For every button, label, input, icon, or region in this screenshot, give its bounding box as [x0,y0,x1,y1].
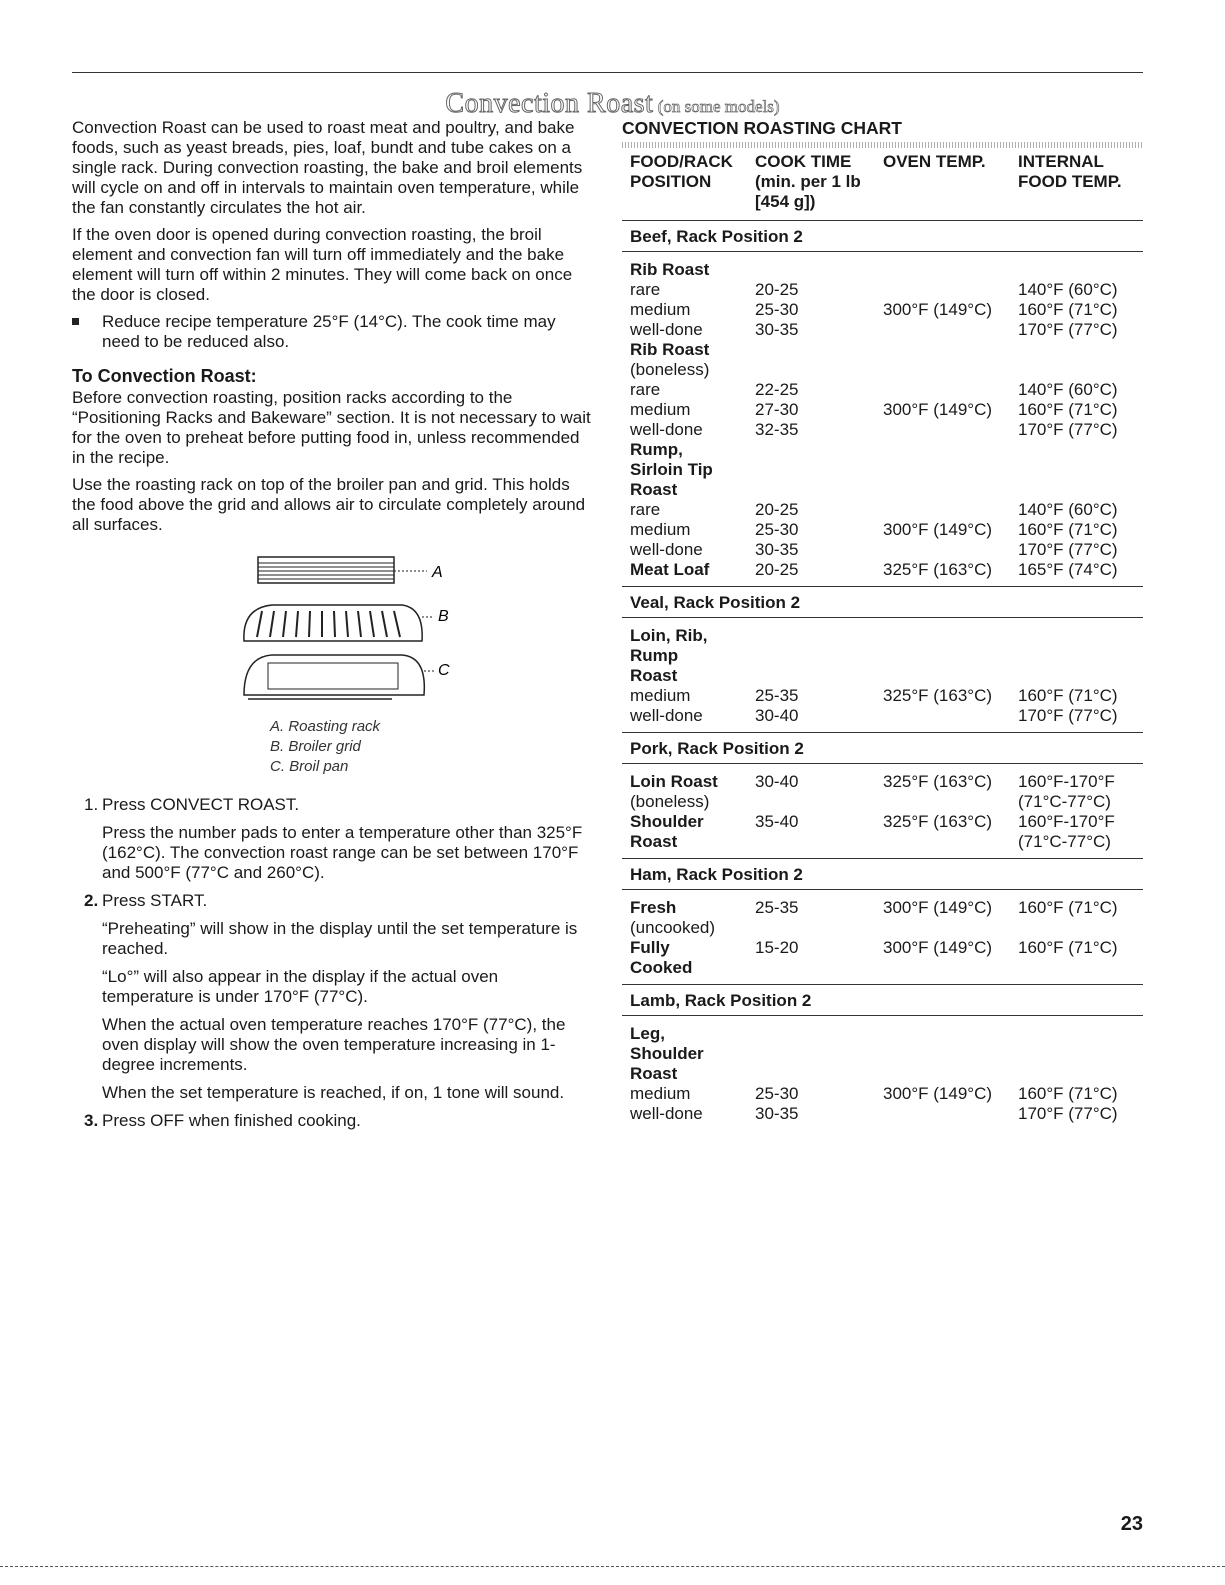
chart-section-header: Lamb, Rack Position 2 [622,985,1143,1016]
table-cell [755,918,883,938]
table-cell: 27-30 [755,400,799,419]
chart-group [622,890,1143,985]
table-cell: 170°F (77°C) [1018,320,1118,339]
table-cell: 300°F (149°C) [883,520,993,539]
chart-header: COOK TIME (min. per 1 lb [454 g]) [755,152,861,211]
table-cell: Roast [630,666,678,685]
step-text: Press the number pads to enter a temperature other than 325°F (162°C). The convection roast range can be set between 170°F and 500°F (77°C and 260°C). [102,823,583,882]
table-row [622,480,1143,500]
table-cell: 32-35 [755,420,799,439]
table-cell [883,480,1018,500]
broiler-grid-drawing [244,605,434,641]
table-row [622,1084,1143,1104]
section-heading: To Convection Roast: [72,366,257,386]
table-cell: rare [630,280,661,299]
table-row [622,792,1143,812]
table-cell: 20-25 [755,560,799,579]
step-item [72,795,592,883]
table-cell: Rump, [630,440,683,459]
table-row [622,666,1143,686]
table-row [622,832,1143,852]
table-row [622,772,1143,792]
table-cell [883,420,1018,440]
table-row [622,460,1143,480]
table-cell: 30-35 [755,540,799,559]
table-cell: Sirloin Tip [630,460,713,479]
figure-captions [270,717,380,777]
table-row [622,500,1143,520]
table-cell [1018,340,1143,360]
table-row [622,1064,1143,1084]
table-cell [883,460,1018,480]
table-cell [1018,918,1143,938]
table-cell [883,440,1018,460]
table-cell [755,460,883,480]
table-cell: 160°F (71°C) [1018,938,1118,957]
step-text: “Preheating” will show in the display until the set temperature is reached. [102,919,578,958]
chart-header: FOOD/RACK POSITION [630,152,733,191]
title-sub: (on some models) [657,97,780,116]
table-cell [755,1044,883,1064]
table-cell: Loin, Rib, [630,626,708,645]
table-cell: 20-25 [755,280,799,299]
top-rule [72,72,1143,73]
table-cell: 325°F (163°C) [883,686,993,705]
chart-group [622,618,1143,733]
table-row [622,898,1143,918]
table-cell: Roast [630,1064,678,1083]
table-cell: Leg, [630,1024,665,1043]
table-cell: rare [630,500,661,519]
figure-caption: C. Broil pan [270,758,349,775]
table-cell: Rump [630,646,679,665]
table-cell: 170°F (77°C) [1018,420,1118,439]
table-cell [755,1024,883,1044]
table-row [622,1044,1143,1064]
table-cell [1018,480,1143,500]
table-row [622,626,1143,646]
table-cell: rare [630,380,661,399]
table-cell [755,666,883,686]
table-cell: (71°C-77°C) [1018,832,1111,851]
table-cell: 160°F (71°C) [1018,1084,1118,1103]
table-cell [1018,440,1143,460]
table-cell [755,792,883,812]
square-bullet-icon [72,318,79,325]
table-row [622,400,1143,420]
table-cell: 22-25 [755,380,799,399]
table-cell [883,1104,1018,1124]
roasting-pan-illustration [72,553,592,723]
table-row [622,260,1143,280]
table-cell [755,1064,883,1084]
table-cell [883,646,1018,666]
table-cell: 170°F (77°C) [1018,706,1118,725]
table-cell: 25-35 [755,898,799,917]
table-cell [1018,1064,1143,1084]
figure-caption: B. Broiler grid [270,738,361,755]
table-cell: Rib Roast [630,340,710,359]
table-cell: 25-30 [755,1084,799,1103]
chart-header: INTERNAL FOOD TEMP. [1018,152,1122,191]
table-cell [755,480,883,500]
step-text: “Lo°” will also appear in the display if the actual oven temperature is under 170°F (77°C). [102,967,499,1006]
table-cell [1018,260,1143,280]
chart-header: OVEN TEMP. [883,152,986,171]
table-cell: 140°F (60°C) [1018,500,1118,519]
table-cell: 160°F (71°C) [1018,520,1118,539]
table-cell: well-done [630,1104,703,1123]
table-cell [755,958,883,978]
dotted-rule [622,142,1143,148]
body-paragraph: Before convection roasting, position racks according to the “Positioning Racks and Bakeware” section. It is not necessary to wait for the oven to preheat before putting food in, unless recommended in the recipe. [72,388,591,467]
step-text: When the set temperature is reached, if on, 1 tone will sound. [102,1083,565,1102]
table-cell: well-done [630,540,703,559]
step-item [72,1111,592,1131]
table-cell [883,706,1018,726]
page-title [0,88,1225,120]
table-cell: Shoulder [630,812,704,831]
table-cell [883,380,1018,400]
bottom-rule [0,1566,1225,1567]
table-cell [1018,460,1143,480]
table-row [622,420,1143,440]
table-cell: medium [630,1084,691,1103]
figure-label: A [432,564,443,581]
table-row [622,320,1143,340]
table-cell: 25-35 [755,686,799,705]
step-number: 3. [84,1111,99,1130]
table-cell [755,340,883,360]
intro-paragraph: Convection Roast can be used to roast meat and poultry, and bake foods, such as yeast breads, pies, loaf, bundt and tube cakes on a single rack. During convection roasting, the bake and broil elements will cycle on and off in intervals to maintain oven temperature, while the fan constantly circulates the hot air. [72,118,583,217]
table-cell: 15-20 [755,938,799,957]
table-row [622,1104,1143,1124]
table-row [622,938,1143,958]
table-cell [755,832,883,852]
table-cell: medium [630,300,691,319]
table-cell [755,260,883,280]
table-row [622,958,1143,978]
page-number: 23 [1120,1513,1143,1535]
table-row [622,340,1143,360]
table-cell: well-done [630,706,703,725]
chart-group [622,1016,1143,1130]
table-cell [1018,360,1143,380]
chart-body [622,221,1143,1130]
table-cell [883,340,1018,360]
table-cell [883,360,1018,380]
table-cell [883,540,1018,560]
table-cell [755,360,883,380]
table-cell: 30-35 [755,320,799,339]
step-number: 2. [84,891,99,910]
step-text: Press START. [102,891,208,910]
chart-section-header: Veal, Rack Position 2 [622,587,1143,618]
roasting-figure [72,553,592,783]
chart-group [622,252,1143,587]
bullet-item [72,312,592,352]
table-cell: 25-30 [755,520,799,539]
table-cell: Meat Loaf [630,560,710,579]
table-cell [1018,1044,1143,1064]
table-row [622,440,1143,460]
table-cell [755,646,883,666]
table-cell: 140°F (60°C) [1018,280,1118,299]
table-cell [883,1024,1018,1044]
chart-section-header: Ham, Rack Position 2 [622,859,1143,890]
table-cell [1018,646,1143,666]
table-cell: 160°F-170°F [1018,772,1115,791]
table-cell [883,958,1018,978]
table-cell: 300°F (149°C) [883,898,993,917]
bullet-text: Reduce recipe temperature 25°F (14°C). The cook time may need to be reduced also. [102,312,556,351]
step-number: 1. [84,795,99,814]
table-cell [883,666,1018,686]
table-cell [1018,958,1143,978]
table-cell: 300°F (149°C) [883,1084,993,1103]
table-cell: 30-40 [755,706,799,725]
table-row [622,380,1143,400]
table-cell: medium [630,400,691,419]
chart-title: CONVECTION ROASTING CHART [622,118,902,138]
table-row [622,560,1143,580]
table-cell: (boneless) [630,360,710,379]
table-row [622,646,1143,666]
table-cell [1018,626,1143,646]
table-cell [883,832,1018,852]
table-row [622,686,1143,706]
table-cell: 325°F (163°C) [883,772,993,791]
figure-label: B [438,608,449,625]
table-cell: (71°C-77°C) [1018,792,1111,811]
table-cell [883,918,1018,938]
table-cell [883,626,1018,646]
table-cell: 160°F (71°C) [1018,300,1118,319]
table-cell [883,280,1018,300]
table-cell: 325°F (163°C) [883,812,993,831]
roasting-rack-drawing [258,557,427,583]
chart-header-row [622,152,1143,221]
table-cell: Cooked [630,958,693,977]
table-cell [883,320,1018,340]
table-row [622,300,1143,320]
table-cell: 325°F (163°C) [883,560,993,579]
table-cell: 140°F (60°C) [1018,380,1118,399]
table-cell: 160°F-170°F [1018,812,1115,831]
table-cell: 160°F (71°C) [1018,898,1118,917]
chart-section-header: Beef, Rack Position 2 [622,221,1143,252]
table-row [622,540,1143,560]
table-cell: (uncooked) [630,918,716,937]
table-cell: Roast [630,832,678,851]
table-cell: Loin Roast [630,772,718,791]
body-paragraph: Use the roasting rack on top of the broiler pan and grid. This holds the food above the grid and allows air to circulate completely around all surfaces. [72,475,586,534]
table-cell: 300°F (149°C) [883,300,993,319]
table-cell: 165°F (74°C) [1018,560,1118,579]
table-cell [755,626,883,646]
table-cell: 30-35 [755,1104,799,1123]
table-cell: well-done [630,320,703,339]
step-item [72,891,592,1103]
table-row [622,918,1143,938]
table-row [622,520,1143,540]
table-cell: Shoulder [630,1044,704,1063]
figure-label: C [438,662,450,679]
figure-caption: A. Roasting rack [270,718,381,735]
chart-group [622,764,1143,859]
table-cell: Rib Roast [630,260,710,279]
table-cell: Fresh [630,898,677,917]
table-row [622,812,1143,832]
table-row [622,280,1143,300]
table-cell [1018,1024,1143,1044]
broil-pan-drawing [244,655,434,699]
table-cell: 35-40 [755,812,799,831]
table-cell: (boneless) [630,792,710,811]
table-cell [883,792,1018,812]
intro-paragraph: If the oven door is opened during convection roasting, the broil element and convection fan will turn off immediately and the bake element will turn off within 2 minutes. They will come back on once the door is closed. [72,225,573,304]
table-cell: 170°F (77°C) [1018,540,1118,559]
table-cell: 300°F (149°C) [883,938,993,957]
table-cell: 30-40 [755,772,799,791]
chart-section-header: Pork, Rack Position 2 [622,733,1143,764]
step-text: When the actual oven temperature reaches 170°F (77°C), the oven display will show the oven temperature increasing in 1-degree increments. [102,1015,566,1074]
table-row [622,706,1143,726]
table-cell: 25-30 [755,300,799,319]
table-cell: 160°F (71°C) [1018,400,1118,419]
table-cell: Fully [630,938,670,957]
table-cell: Roast [630,480,678,499]
table-cell [1018,666,1143,686]
table-cell [883,260,1018,280]
left-column [72,118,592,1139]
table-cell: 170°F (77°C) [1018,1104,1118,1123]
title-main: Convection Roast [445,88,654,119]
table-cell: medium [630,686,691,705]
step-text: Press OFF when finished cooking. [102,1111,361,1130]
table-row [622,360,1143,380]
table-row [622,1024,1143,1044]
steps-list [72,795,592,1131]
table-cell: well-done [630,420,703,439]
table-cell: medium [630,520,691,539]
table-cell: 160°F (71°C) [1018,686,1118,705]
table-cell [883,500,1018,520]
table-cell: 300°F (149°C) [883,400,993,419]
roasting-chart [622,118,1143,1130]
table-cell: 20-25 [755,500,799,519]
table-cell [883,1064,1018,1084]
table-cell [883,1044,1018,1064]
step-text: Press CONVECT ROAST. [102,795,300,814]
table-cell [755,440,883,460]
